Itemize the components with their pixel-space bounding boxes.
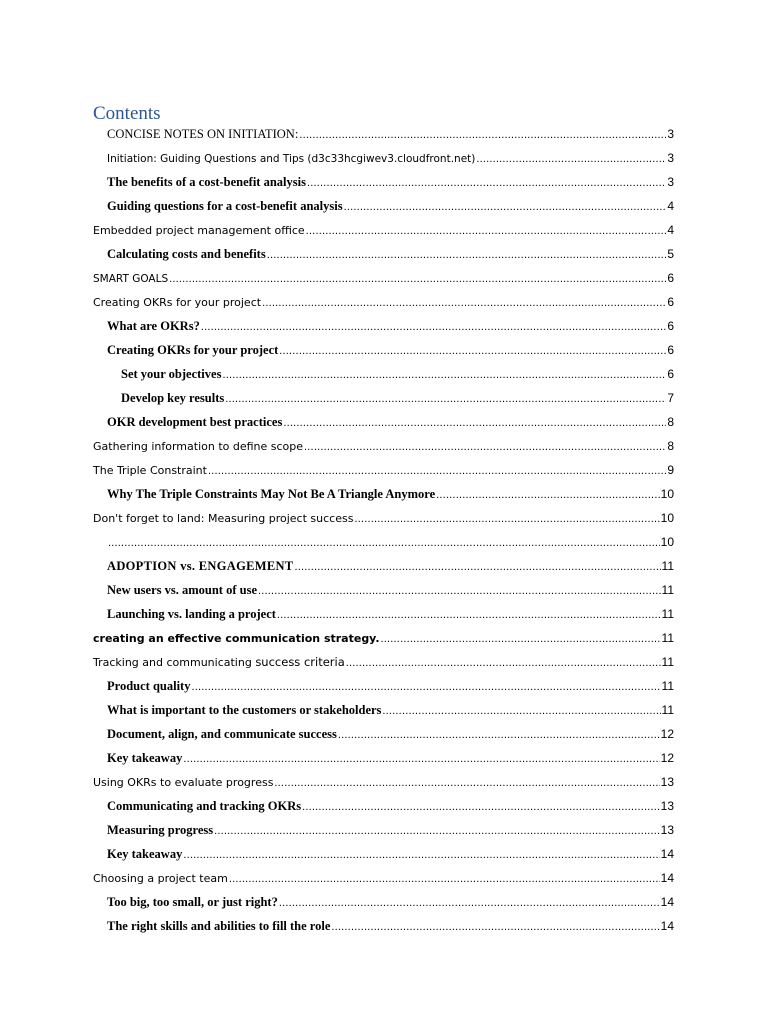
toc-leader-dots (331, 915, 659, 939)
toc-entry-title: creating an effective communication strategy. (93, 632, 380, 645)
toc-leader-dots (302, 795, 660, 819)
toc-leader-dots (304, 435, 666, 459)
toc-page-number: 6 (667, 367, 674, 381)
toc-page-number: 6 (667, 319, 674, 333)
toc-entry[interactable] (107, 554, 674, 578)
toc-leader-dots (274, 771, 659, 795)
toc-entry-title-emphasis: success criteria (255, 655, 345, 669)
toc-entry[interactable] (107, 482, 674, 506)
toc-entry-title: Key takeaway (107, 751, 183, 765)
toc-entry-title: ADOPTION vs. ENGAGEMENT (107, 559, 294, 573)
toc-page-number: 6 (667, 295, 674, 309)
toc-entry-title: Using OKRs to evaluate progress (93, 776, 274, 789)
toc-leader-dots (191, 675, 660, 699)
toc-entry-title (93, 650, 345, 675)
toc-page-number: 3 (667, 175, 674, 189)
toc-entry-title: Develop key results (121, 391, 225, 405)
toc-leader-dots (307, 171, 666, 195)
toc-entry-title: Launching vs. landing a project (107, 607, 276, 621)
toc-entry[interactable] (93, 434, 674, 458)
toc-entry[interactable] (107, 794, 674, 818)
toc-page-number: 4 (667, 223, 674, 237)
toc-entry-title: Product quality (107, 679, 191, 693)
toc-leader-dots (436, 483, 659, 507)
toc-entry-title: New users vs. amount of use (107, 583, 257, 597)
toc-page-number: 6 (667, 343, 674, 357)
toc-entry-title: Communicating and tracking OKRs (107, 799, 302, 813)
toc-entry[interactable] (107, 674, 674, 698)
toc-entry-title: Measuring progress (107, 823, 214, 837)
toc-entry-title: Don't forget to land: Measuring project success (93, 512, 354, 525)
toc-entry[interactable] (107, 914, 674, 938)
toc-entry[interactable] (107, 746, 674, 770)
toc-entry[interactable] (107, 842, 674, 866)
toc-entry[interactable] (93, 266, 674, 290)
toc-entry[interactable] (107, 242, 674, 266)
toc-page-number: 12 (660, 751, 674, 765)
toc-leader-dots (279, 891, 660, 915)
toc-page-number: 11 (661, 655, 674, 669)
toc-page-number: 8 (667, 439, 674, 453)
toc-leader-dots (201, 315, 666, 339)
toc-heading: Contents (93, 103, 161, 124)
toc-entry[interactable] (93, 626, 674, 650)
toc-entry[interactable] (93, 506, 674, 530)
toc-page-number: 3 (667, 127, 674, 141)
toc-leader-dots (208, 459, 666, 483)
toc-page-number: 11 (661, 559, 674, 573)
toc-page-number: 14 (660, 895, 674, 909)
toc-entry-title: Document, align, and communicate success (107, 727, 337, 741)
toc-entry-title: Too big, too small, or just right? (107, 895, 278, 909)
toc-entry-title: Set your objectives (121, 367, 222, 381)
toc-leader-dots (279, 339, 666, 363)
toc-leader-dots (258, 579, 661, 603)
toc-entry[interactable] (107, 722, 674, 746)
toc-entry[interactable] (107, 530, 674, 554)
toc-entry-title: SMART GOALS (93, 273, 169, 285)
toc-page-number: 11 (661, 703, 674, 717)
toc-page-number: 6 (667, 271, 674, 285)
toc-entry[interactable] (93, 458, 674, 482)
toc-entry[interactable] (93, 770, 674, 794)
toc-entry[interactable] (107, 818, 674, 842)
toc-page-number: 13 (660, 775, 674, 789)
toc-entry[interactable] (121, 386, 674, 410)
toc-entry[interactable] (93, 290, 674, 314)
toc-entry-title: Creating OKRs for your project (107, 343, 279, 357)
toc-leader-dots (346, 651, 661, 675)
toc-page-number: 11 (661, 679, 674, 693)
toc-entry-title: Creating OKRs for your project (93, 296, 262, 309)
toc-page-number: 10 (660, 511, 674, 525)
toc-entry[interactable] (93, 218, 674, 242)
toc-leader-dots (294, 555, 660, 579)
toc-leader-dots (214, 819, 660, 843)
toc-page-number: 14 (660, 919, 674, 933)
toc-entry-title: Guiding questions for a cost-benefit analysis (107, 199, 343, 213)
toc-entry-title: The Triple Constraint (93, 464, 207, 477)
toc-entry[interactable] (107, 314, 674, 338)
toc-page-number: 4 (667, 199, 674, 213)
toc-entry[interactable] (107, 146, 674, 170)
toc-leader-dots (108, 531, 660, 555)
toc-leader-dots (283, 411, 666, 435)
toc-entry[interactable] (107, 170, 674, 194)
toc-page-number: 11 (661, 607, 674, 621)
toc-entry-title: What are OKRs? (107, 319, 200, 333)
toc-entry-title: The right skills and abilities to fill the role (107, 919, 331, 933)
toc-leader-dots (344, 195, 667, 219)
toc-page-number: 3 (667, 151, 674, 165)
toc-entry-title: Initiation: Guiding Questions and Tips (d3c33hcgiwev3.cloudfront.net) (107, 153, 476, 165)
toc-entry[interactable] (107, 890, 674, 914)
toc-leader-dots (381, 627, 661, 651)
toc-entry[interactable] (121, 362, 674, 386)
toc-leader-dots (338, 723, 660, 747)
toc-page-number: 10 (660, 487, 674, 501)
toc-leader-dots (169, 267, 666, 291)
toc-page-number: 13 (660, 799, 674, 813)
toc-entry[interactable] (93, 866, 674, 890)
toc-page-number: 12 (660, 727, 674, 741)
toc-leader-dots (382, 699, 660, 723)
toc-entry-title: What is important to the customers or stakeholders (107, 703, 382, 717)
toc-leader-dots (299, 123, 666, 147)
toc-entry[interactable] (107, 194, 674, 218)
toc-page-number: 8 (667, 415, 674, 429)
toc-page-number: 10 (660, 535, 674, 549)
toc-entry-title: Calculating costs and benefits (107, 247, 266, 261)
toc-page-number: 5 (667, 247, 674, 261)
toc-entry-title: CONCISE NOTES ON INITIATION: (107, 127, 299, 141)
toc-entry-title: OKR development best practices (107, 415, 283, 429)
toc-entry-title: Why The Triple Constraints May Not Be A Triangle Anymore (107, 487, 436, 501)
toc-entry-title: Gathering information to define scope (93, 440, 304, 453)
toc-leader-dots (183, 843, 659, 867)
toc-leader-dots (354, 507, 659, 531)
toc-entry-title-part: Tracking and communicating (93, 656, 256, 669)
toc-page-number: 7 (667, 391, 674, 405)
toc-page-number: 13 (660, 823, 674, 837)
toc-entry-title: Key takeaway (107, 847, 183, 861)
toc-page-number: 14 (660, 871, 674, 885)
toc-entry-title: The benefits of a cost-benefit analysis (107, 175, 306, 189)
toc-entry-title: Embedded project management office (93, 224, 305, 237)
toc-entry-title: Choosing a project team (93, 872, 228, 885)
toc-page-number: 11 (661, 583, 674, 597)
toc-entry[interactable] (107, 602, 674, 626)
toc-leader-dots (306, 219, 667, 243)
toc-leader-dots (229, 867, 660, 891)
toc-leader-dots (267, 243, 667, 267)
toc-leader-dots (262, 291, 666, 315)
toc-leader-dots (476, 147, 666, 171)
toc-page-number: 9 (667, 463, 674, 477)
toc-leader-dots (222, 363, 666, 387)
toc-leader-dots (183, 747, 659, 771)
toc-leader-dots (277, 603, 661, 627)
toc-entry[interactable] (107, 122, 674, 146)
toc-entry[interactable] (107, 578, 674, 602)
toc-leader-dots (225, 387, 666, 411)
toc-page-number: 11 (661, 631, 674, 645)
toc-entry[interactable] (107, 698, 674, 722)
toc-entry[interactable] (107, 410, 674, 434)
toc-page-number: 14 (660, 847, 674, 861)
toc-entry[interactable] (93, 650, 674, 674)
toc-entry[interactable] (107, 338, 674, 362)
